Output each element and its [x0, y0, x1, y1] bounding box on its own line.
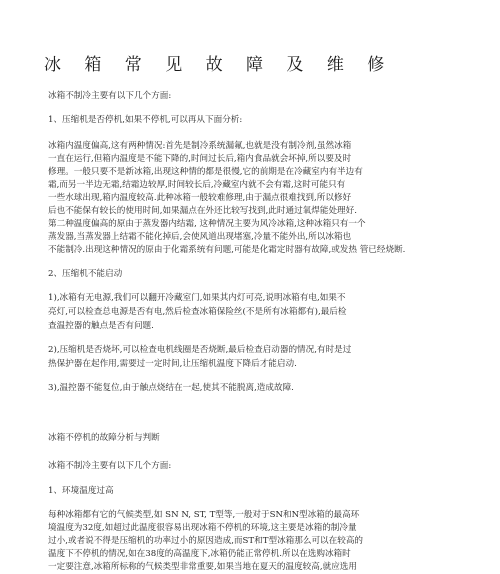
paragraph-line: 第二种温度偏高的原由于蒸发器内结霜, 这种情况主要为风冷冰箱,这种冰箱只有一个: [48, 219, 366, 229]
intro-line: 冰箱不制冷主要有以下几个方面:: [48, 461, 172, 471]
section-heading-2: 2、压缩机不能启动: [48, 269, 123, 279]
paragraph-line: 境温度为32度,如超过此温度很容易出现冰箱不停机的环境,这主要是冰箱的制冷量: [48, 523, 357, 533]
paragraph-line: 一定要注意,冰箱所标称的气候类型非常重要,如果当地在夏天的温度较高,就应选用: [48, 562, 357, 572]
paragraph-line: 一直在运行,但箱内温度是不能下降的,时间过长后,箱内食品就会坏掉,所以要及时: [48, 154, 352, 164]
paragraph-line: 温度下不停机的情况,如在38度的高温度下,冰箱仍能正常停机.所以在选购冰箱时: [48, 549, 351, 559]
paragraph-line: 2),压缩机是否烧坏,可以检查电机线圈是否烧断,最后检查启动器的情况,有时是过: [48, 345, 352, 355]
section-heading-1: 1、压缩机是否停机,如果不停机,可以再从下面分析:: [48, 115, 243, 125]
intro-line: 冰箱不制冷主要有以下几个方面:: [48, 91, 172, 101]
paragraph-line: 修理。一般只要不是新冰箱,出现这种情的都是很慢,它的前期是在冷藏室内有半边有: [48, 167, 363, 177]
paragraph-line: 后也不能保有较长的使用时间,如果漏点在外还比较写找到,此时通过氧焊能处理好.: [48, 206, 357, 216]
paragraph-line: 1),冰箱有无电源,我们可以翻开冷藏室门,如果其内灯可亮,说明冰箱有电,如果不: [48, 293, 346, 303]
paragraph-line: 蒸发器,当蒸发器上结霜不能化掉后,会使风道出现堵塞,冷量不能外出,所以冰箱也: [48, 232, 352, 242]
paragraph-line: 过小,或者说不得是压缩机的功率过小的原因造成,而ST和T型冰箱那么可以在较高的: [48, 536, 364, 546]
paragraph-line: 冰箱内温度偏高,这有两种情况:首先是制冷系统漏氟,也就是没有制冷剂,虽然冰箱: [48, 141, 352, 151]
paragraph-line: 亮灯,可以检查总电源是否有电,然后检查冰箱保险丝(不是所有冰箱都有),最后检: [48, 307, 347, 317]
paragraph-line: 热保护器在起作用,需要过一定时间,让压缩机温度下降后才能启动.: [48, 359, 297, 369]
paragraph-line: 查温控器的触点是否有问题.: [48, 321, 154, 331]
paragraph-line: 每种冰箱都有它的气候类型,如 SN N, ST, T型等,一般对于SN和N型冰箱的最高环: [48, 510, 360, 520]
paragraph-line: 一些水球出现,箱内温度较高.此种冰箱一般较难修理,由于漏点很难找到,所以修好: [48, 193, 352, 203]
paragraph-line: 霜,而另一半边无霜,结霜边较厚,时间较长后,冷藏室内就不会有霜,这时可能只有: [48, 180, 346, 190]
document-title: 冰 箱 常 见 故 障 及 维 修: [44, 55, 394, 75]
paragraph-line: 3),温控器不能复位,由于触点烧结在一起,使其不能脱离,造成故障.: [48, 383, 294, 393]
section-title: 冰箱不停机的故障分析与判断: [48, 433, 160, 443]
paragraph-line: 不能制冷.出现这种情况的原由于化霜系统有问题,可能是化霜定时器有故障,或发热 管已经烧断.: [48, 245, 406, 255]
section-heading-3: 1、环境温度过高: [48, 486, 114, 496]
